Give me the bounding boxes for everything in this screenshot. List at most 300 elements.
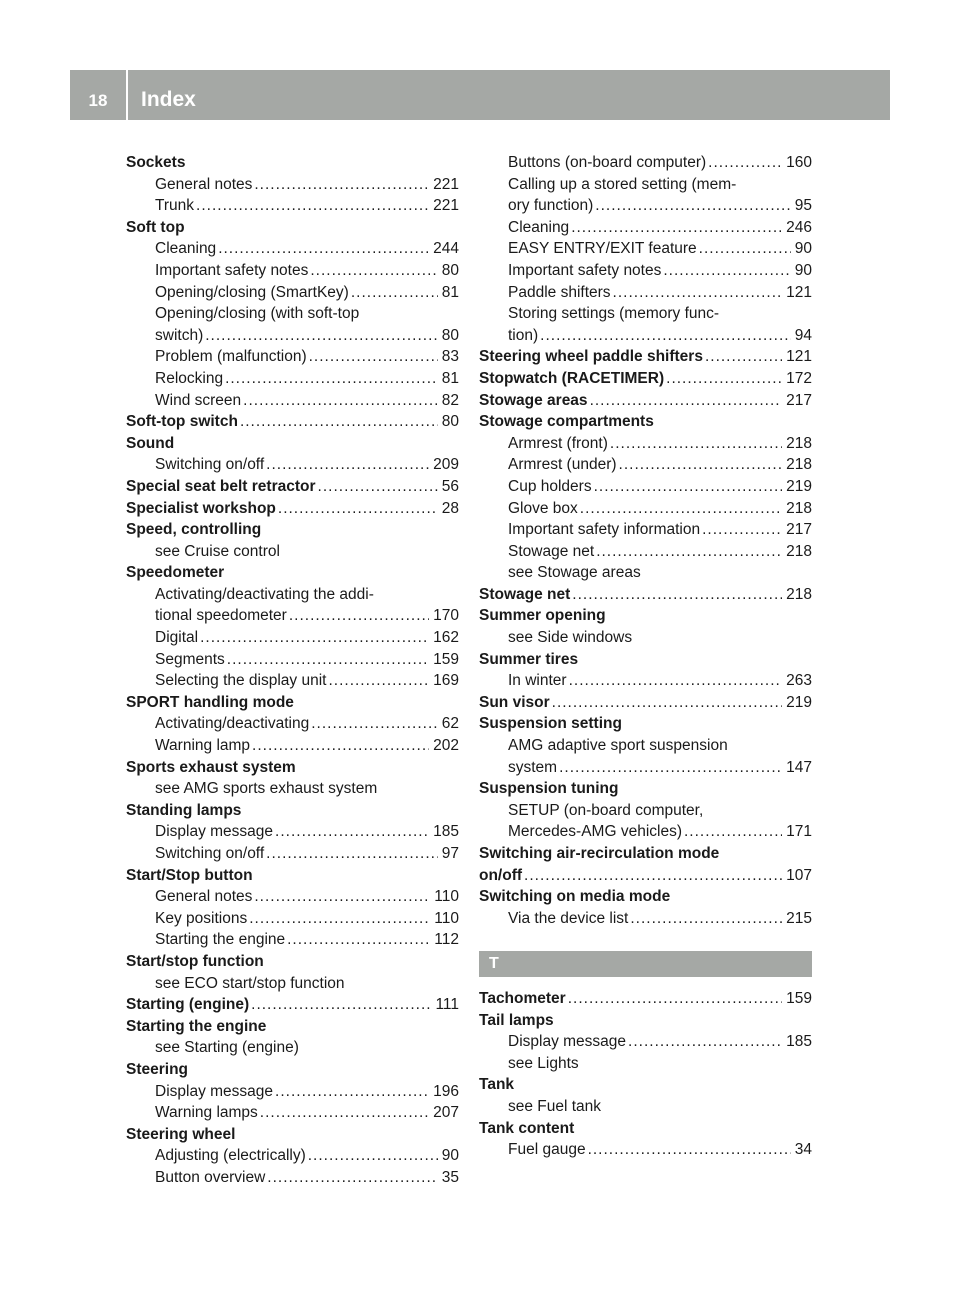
index-subentry (479, 562, 812, 584)
index-subentry[interactable] (479, 498, 812, 520)
dot-leader (594, 476, 783, 498)
index-entry (126, 951, 459, 973)
dot-leader (552, 692, 782, 714)
page-reference[interactable]: 207 (433, 1104, 459, 1122)
entry-text: Speed, controlling (126, 521, 262, 539)
page-reference[interactable]: 107 (786, 866, 812, 884)
dot-leader (580, 498, 782, 520)
entry-text: Summer tires (479, 650, 579, 668)
entry-text: see Stowage areas (508, 564, 641, 582)
entry-text: Switching air-recirculation mode (479, 845, 720, 862)
index-subentry[interactable] (479, 152, 812, 174)
index-subentry (126, 303, 459, 325)
entry-text: SPORT handling mode (126, 693, 294, 711)
entry-text: Steering wheel (126, 1125, 236, 1143)
page-reference[interactable]: 121 (786, 348, 812, 366)
page-reference[interactable]: 62 (441, 715, 459, 733)
entry-text: Switching on/off (155, 845, 265, 862)
dot-leader (351, 282, 438, 304)
entry-text: Starting (engine) (126, 996, 250, 1014)
entry-text: Storing settings (memory func- (508, 305, 720, 323)
entry-text: ory function) (508, 197, 594, 215)
index-subentry[interactable] (126, 929, 459, 951)
dot-leader (225, 368, 438, 390)
entry-text: Starting the engine (155, 931, 286, 949)
index-entry[interactable] (479, 865, 812, 887)
dot-leader (610, 433, 782, 455)
entry-text: Steering wheel paddle shifters (479, 348, 703, 366)
index-subentry[interactable] (479, 260, 812, 282)
page-reference[interactable]: 81 (441, 369, 459, 387)
dot-leader (310, 260, 437, 282)
index-entry (126, 865, 459, 887)
page-reference[interactable]: 218 (786, 456, 812, 474)
dot-leader (628, 1031, 782, 1053)
page-reference[interactable]: 209 (433, 456, 459, 474)
entry-text: Opening/closing (with soft-top (155, 305, 360, 323)
dot-leader (260, 1102, 429, 1124)
entry-text: Stowage net (479, 585, 571, 603)
page-reference[interactable]: 112 (434, 931, 459, 949)
dot-leader (200, 627, 429, 649)
page-reference[interactable]: 215 (786, 909, 812, 927)
page-reference[interactable]: 110 (434, 888, 459, 906)
entry-text: Selecting the display unit (155, 672, 327, 690)
index-entry (479, 778, 812, 800)
dot-leader (559, 757, 782, 779)
entry-text: Speedometer (126, 564, 225, 582)
entry-text: SETUP (on-board computer, (508, 801, 704, 819)
page-reference[interactable]: 97 (441, 845, 459, 862)
index-subentry[interactable] (126, 735, 459, 757)
index-entry (126, 800, 459, 822)
dot-leader (311, 713, 438, 735)
index-subentry (126, 973, 459, 995)
page-reference[interactable]: 82 (441, 391, 459, 409)
index-subentry[interactable] (126, 195, 459, 217)
index-subentry[interactable] (479, 1139, 812, 1161)
page-reference[interactable]: 244 (433, 240, 459, 258)
dot-leader (275, 821, 429, 843)
index-subentry[interactable] (126, 454, 459, 476)
entry-text: Steering (126, 1060, 189, 1078)
dot-leader (630, 908, 782, 930)
page-reference[interactable]: 169 (433, 672, 459, 690)
entry-text: Segments (155, 650, 225, 668)
index-entry[interactable] (479, 584, 812, 606)
page-reference[interactable]: 94 (794, 326, 812, 344)
index-entry (479, 843, 812, 865)
entry-text: Stopwatch (RACETIMER) (479, 369, 665, 387)
page-reference[interactable]: 263 (786, 672, 812, 690)
entry-text: Important safety notes (508, 261, 662, 279)
index-entry (126, 562, 459, 584)
page-reference[interactable]: 111 (435, 996, 459, 1014)
index-subentry[interactable] (126, 649, 459, 671)
dot-leader (328, 670, 429, 692)
index-entry (126, 433, 459, 455)
dot-leader (289, 605, 429, 627)
page-reference[interactable]: 218 (786, 542, 812, 560)
index-subentry[interactable] (126, 1102, 459, 1124)
index-subentry (479, 303, 812, 325)
index-subentry[interactable] (479, 1031, 812, 1053)
page-reference[interactable]: 80 (441, 261, 459, 279)
entry-text: Via the device list (508, 909, 629, 927)
page-reference[interactable]: 28 (441, 499, 459, 517)
entry-text: General notes (155, 888, 253, 906)
index-subentry[interactable] (126, 346, 459, 368)
page-reference[interactable]: 202 (433, 737, 459, 755)
entry-text: Relocking (155, 369, 224, 387)
index-subentry[interactable] (126, 1167, 459, 1189)
page-reference[interactable]: 185 (786, 1033, 812, 1051)
entry-text: General notes (155, 175, 253, 193)
dot-leader (267, 1167, 437, 1189)
index-subentry[interactable] (126, 174, 459, 196)
index-subentry (126, 584, 459, 606)
entry-text: Suspension setting (479, 715, 622, 733)
entry-text: Armrest (under) (508, 456, 617, 474)
index-subentry[interactable] (126, 821, 459, 843)
dot-leader (568, 988, 782, 1010)
dot-leader (702, 519, 782, 541)
index-subentry[interactable] (126, 843, 459, 865)
index-entry (126, 519, 459, 541)
page-reference[interactable]: 218 (786, 499, 812, 517)
header-divider (126, 70, 128, 120)
dot-leader (569, 670, 783, 692)
index-entry[interactable] (126, 411, 459, 433)
index-subentry (126, 778, 459, 800)
index-entry[interactable] (479, 390, 812, 412)
dot-leader (266, 843, 438, 865)
dot-leader (699, 238, 791, 260)
entry-text: see Lights (508, 1054, 579, 1072)
entry-text: Activating/deactivating (155, 715, 310, 733)
index-entry (479, 886, 812, 908)
entry-text: Display message (155, 823, 274, 841)
page-title: Index (141, 88, 196, 111)
index-subentry (479, 1096, 812, 1118)
dot-leader (613, 282, 783, 304)
dot-leader (252, 735, 429, 757)
index-entry[interactable] (126, 994, 459, 1016)
page-reference[interactable]: 221 (433, 175, 459, 193)
entry-text: Suspension tuning (479, 780, 619, 798)
dot-leader (619, 454, 783, 476)
index-subentry[interactable] (126, 886, 459, 908)
entry-text: Switching on/off (155, 456, 265, 474)
index-subentry[interactable] (479, 454, 812, 476)
page-reference[interactable]: 196 (433, 1082, 459, 1100)
dot-leader (249, 908, 430, 930)
dot-leader (227, 649, 429, 671)
dot-leader (540, 325, 791, 347)
index-subentry[interactable] (126, 1145, 459, 1167)
entry-text: Tank content (479, 1119, 575, 1137)
entry-text: see ECO start/stop function (155, 974, 345, 992)
index-subentry[interactable] (479, 821, 812, 843)
entry-text: Wind screen (155, 391, 242, 409)
index-column-right (479, 152, 812, 1161)
entry-text: Opening/closing (SmartKey) (155, 283, 349, 301)
entry-text: Tank (479, 1076, 515, 1094)
index-entry[interactable] (126, 476, 459, 498)
dot-leader (254, 174, 429, 196)
entry-text: Special seat belt retractor (126, 477, 316, 495)
entry-text: Tachometer (479, 989, 566, 1007)
entry-text: Warning lamp (155, 737, 251, 755)
entry-text: Specialist workshop (126, 499, 276, 517)
index-subentry[interactable] (479, 238, 812, 260)
index-entry[interactable] (479, 368, 812, 390)
index-subentry[interactable] (126, 390, 459, 412)
index-subentry[interactable] (479, 519, 812, 541)
index-subentry[interactable] (479, 325, 812, 347)
index-subentry[interactable] (126, 238, 459, 260)
page-number: 18 (88, 91, 108, 110)
index-subentry[interactable] (126, 627, 459, 649)
page-reference[interactable]: 80 (441, 326, 459, 344)
dot-leader (666, 368, 782, 390)
entry-text: see AMG sports exhaust system (155, 780, 378, 798)
page-reference[interactable]: 217 (786, 391, 812, 409)
entry-text: Paddle shifters (508, 283, 611, 301)
index-entry (479, 1010, 812, 1032)
index-subentry (126, 1037, 459, 1059)
entry-text: Switching on media mode (479, 888, 671, 906)
entry-text: Stowage areas (479, 391, 588, 409)
index-subentry[interactable] (479, 908, 812, 930)
entry-text: Stowage compartments (479, 413, 654, 431)
entry-text: In winter (508, 672, 567, 690)
entry-text: Adjusting (electrically) (155, 1147, 306, 1165)
index-subentry[interactable] (479, 541, 812, 563)
entry-text: Start/stop function (126, 952, 264, 970)
entry-text: Sun visor (479, 693, 550, 711)
index-subentry[interactable] (126, 713, 459, 735)
dot-leader (287, 929, 430, 951)
entry-text: see Starting (engine) (155, 1039, 299, 1057)
dot-leader (596, 541, 782, 563)
index-entry[interactable] (479, 346, 812, 368)
section-letter-header: T (479, 951, 812, 977)
entry-text: see Cruise control (155, 542, 280, 560)
index-entry (126, 152, 459, 174)
dot-leader (318, 476, 438, 498)
entry-text: Buttons (on-board computer) (508, 154, 707, 171)
index-entry[interactable] (479, 692, 812, 714)
entry-text: Soft-top switch (126, 413, 238, 431)
index-subentry[interactable] (126, 260, 459, 282)
dot-leader (663, 260, 790, 282)
index-entry (126, 1016, 459, 1038)
dot-leader (278, 498, 438, 520)
dot-leader (595, 195, 790, 217)
index-entry (126, 692, 459, 714)
index-subentry[interactable] (479, 476, 812, 498)
index-entry[interactable] (479, 988, 812, 1010)
entry-text: Display message (155, 1082, 274, 1100)
dot-leader (243, 390, 438, 412)
page-reference[interactable]: 172 (786, 369, 812, 387)
page-reference[interactable]: 159 (786, 989, 812, 1007)
dot-leader (205, 325, 438, 347)
entry-text: Important safety information (508, 521, 701, 539)
entry-text: Fuel gauge (508, 1141, 586, 1159)
page-reference[interactable]: 221 (433, 197, 459, 215)
page-reference[interactable]: 219 (786, 693, 812, 711)
entry-text: Cup holders (508, 477, 592, 495)
index-entry (479, 1118, 812, 1140)
entry-text: Tail lamps (479, 1011, 554, 1029)
entry-text: Starting the engine (126, 1017, 267, 1035)
entry-text: Sockets (126, 154, 186, 171)
index-entry (126, 1059, 459, 1081)
dot-leader (588, 1139, 791, 1161)
dot-leader (196, 195, 429, 217)
entry-text: Cleaning (155, 240, 217, 258)
index-subentry[interactable] (479, 433, 812, 455)
index-subentry[interactable] (126, 282, 459, 304)
index-subentry[interactable] (479, 757, 812, 779)
page-reference[interactable]: 95 (794, 197, 812, 215)
page-reference[interactable]: 35 (441, 1168, 459, 1186)
entry-text: system (508, 758, 558, 776)
page-reference[interactable]: 121 (786, 283, 812, 301)
page-reference[interactable]: 90 (794, 240, 812, 258)
dot-leader (684, 821, 782, 843)
entry-text: Summer opening (479, 607, 606, 625)
entry-text: Warning lamps (155, 1104, 258, 1122)
index-column-left (126, 152, 459, 1189)
entry-text: Stowage net (508, 542, 595, 560)
index-entry (126, 1124, 459, 1146)
index-entry (479, 411, 812, 433)
index-entry (126, 217, 459, 239)
entry-text: tional speedometer (155, 607, 287, 625)
dot-leader (571, 217, 782, 239)
page-reference[interactable]: 171 (786, 823, 812, 841)
dot-leader (308, 1145, 438, 1167)
page-reference[interactable]: 159 (433, 650, 459, 668)
index-subentry[interactable] (126, 368, 459, 390)
index-subentry (126, 541, 459, 563)
index-entry (126, 757, 459, 779)
page-reference[interactable]: 185 (433, 823, 459, 841)
index-subentry[interactable] (479, 282, 812, 304)
entry-text: Soft top (126, 218, 185, 236)
dot-leader (309, 346, 438, 368)
dot-leader (218, 238, 429, 260)
entry-text: Digital (155, 629, 199, 647)
entry-text: Trunk (155, 197, 195, 215)
dot-leader (524, 865, 782, 887)
entry-text: on/off (479, 866, 523, 884)
entry-text: Important safety notes (155, 261, 309, 279)
index-subentry[interactable] (126, 670, 459, 692)
entry-text: Calling up a stored setting (mem- (508, 175, 737, 193)
page-reference[interactable]: 90 (441, 1147, 459, 1165)
index-entry (479, 605, 812, 627)
dot-leader (240, 411, 438, 433)
page-reference[interactable]: 246 (786, 218, 812, 236)
index-subentry (479, 627, 812, 649)
entry-text: Standing lamps (126, 801, 242, 819)
index-entry (479, 1074, 812, 1096)
page-reference[interactable]: 170 (433, 607, 459, 625)
entry-text: see Fuel tank (508, 1097, 602, 1115)
entry-text: Key positions (155, 909, 248, 927)
page-reference[interactable]: 147 (786, 758, 812, 776)
entry-text: Sound (126, 434, 175, 452)
entry-text: Glove box (508, 499, 578, 517)
dot-leader (705, 346, 782, 368)
page-reference[interactable]: 162 (433, 629, 459, 647)
entry-text: Button overview (155, 1168, 266, 1186)
page-reference[interactable]: 218 (786, 434, 812, 452)
page-reference[interactable]: 160 (786, 154, 812, 171)
dot-leader (251, 994, 431, 1016)
dot-leader (590, 390, 783, 412)
entry-text: tion) (508, 326, 539, 344)
page-reference[interactable]: 83 (441, 348, 459, 366)
index-subentry (479, 735, 812, 757)
entry-text: AMG adaptive sport suspension (508, 737, 728, 755)
index-subentry (479, 800, 812, 822)
page-reference[interactable]: 56 (441, 477, 459, 495)
index-subentry[interactable] (479, 195, 812, 217)
index-subentry (479, 174, 812, 196)
page-reference[interactable]: 217 (786, 521, 812, 539)
index-subentry[interactable] (126, 908, 459, 930)
entry-text: EASY ENTRY/EXIT feature (508, 240, 697, 258)
index-entry[interactable] (126, 498, 459, 520)
index-subentry[interactable] (479, 217, 812, 239)
entry-text: Display message (508, 1033, 627, 1051)
index-subentry[interactable] (126, 605, 459, 627)
entry-text: switch) (155, 326, 204, 344)
entry-text: see Side windows (508, 629, 633, 647)
entry-text: Cleaning (508, 218, 570, 236)
entry-text: Armrest (front) (508, 434, 608, 452)
index-entry (479, 713, 812, 735)
index-entry (479, 649, 812, 671)
entry-text: Mercedes-AMG vehicles) (508, 823, 682, 841)
page-reference[interactable]: 81 (441, 283, 459, 301)
dot-leader (254, 886, 430, 908)
index-subentry (479, 1053, 812, 1075)
index-subentry[interactable] (126, 1081, 459, 1103)
entry-text: Activating/deactivating the addi- (155, 585, 374, 603)
entry-text: Problem (malfunction) (155, 348, 307, 366)
dot-leader (572, 584, 782, 606)
entry-text: Sports exhaust system (126, 758, 296, 776)
page-reference[interactable]: 34 (794, 1141, 812, 1159)
entry-text: Start/Stop button (126, 866, 253, 884)
page-reference[interactable]: 218 (786, 585, 812, 603)
dot-leader (266, 454, 429, 476)
page-reference[interactable]: 219 (786, 477, 812, 495)
dot-leader (708, 152, 782, 174)
index-subentry[interactable] (479, 670, 812, 692)
page-reference[interactable]: 80 (441, 413, 459, 431)
page-reference[interactable]: 90 (794, 261, 812, 279)
page-reference[interactable]: 110 (434, 909, 459, 927)
index-subentry[interactable] (126, 325, 459, 347)
section-spacer (479, 929, 812, 951)
